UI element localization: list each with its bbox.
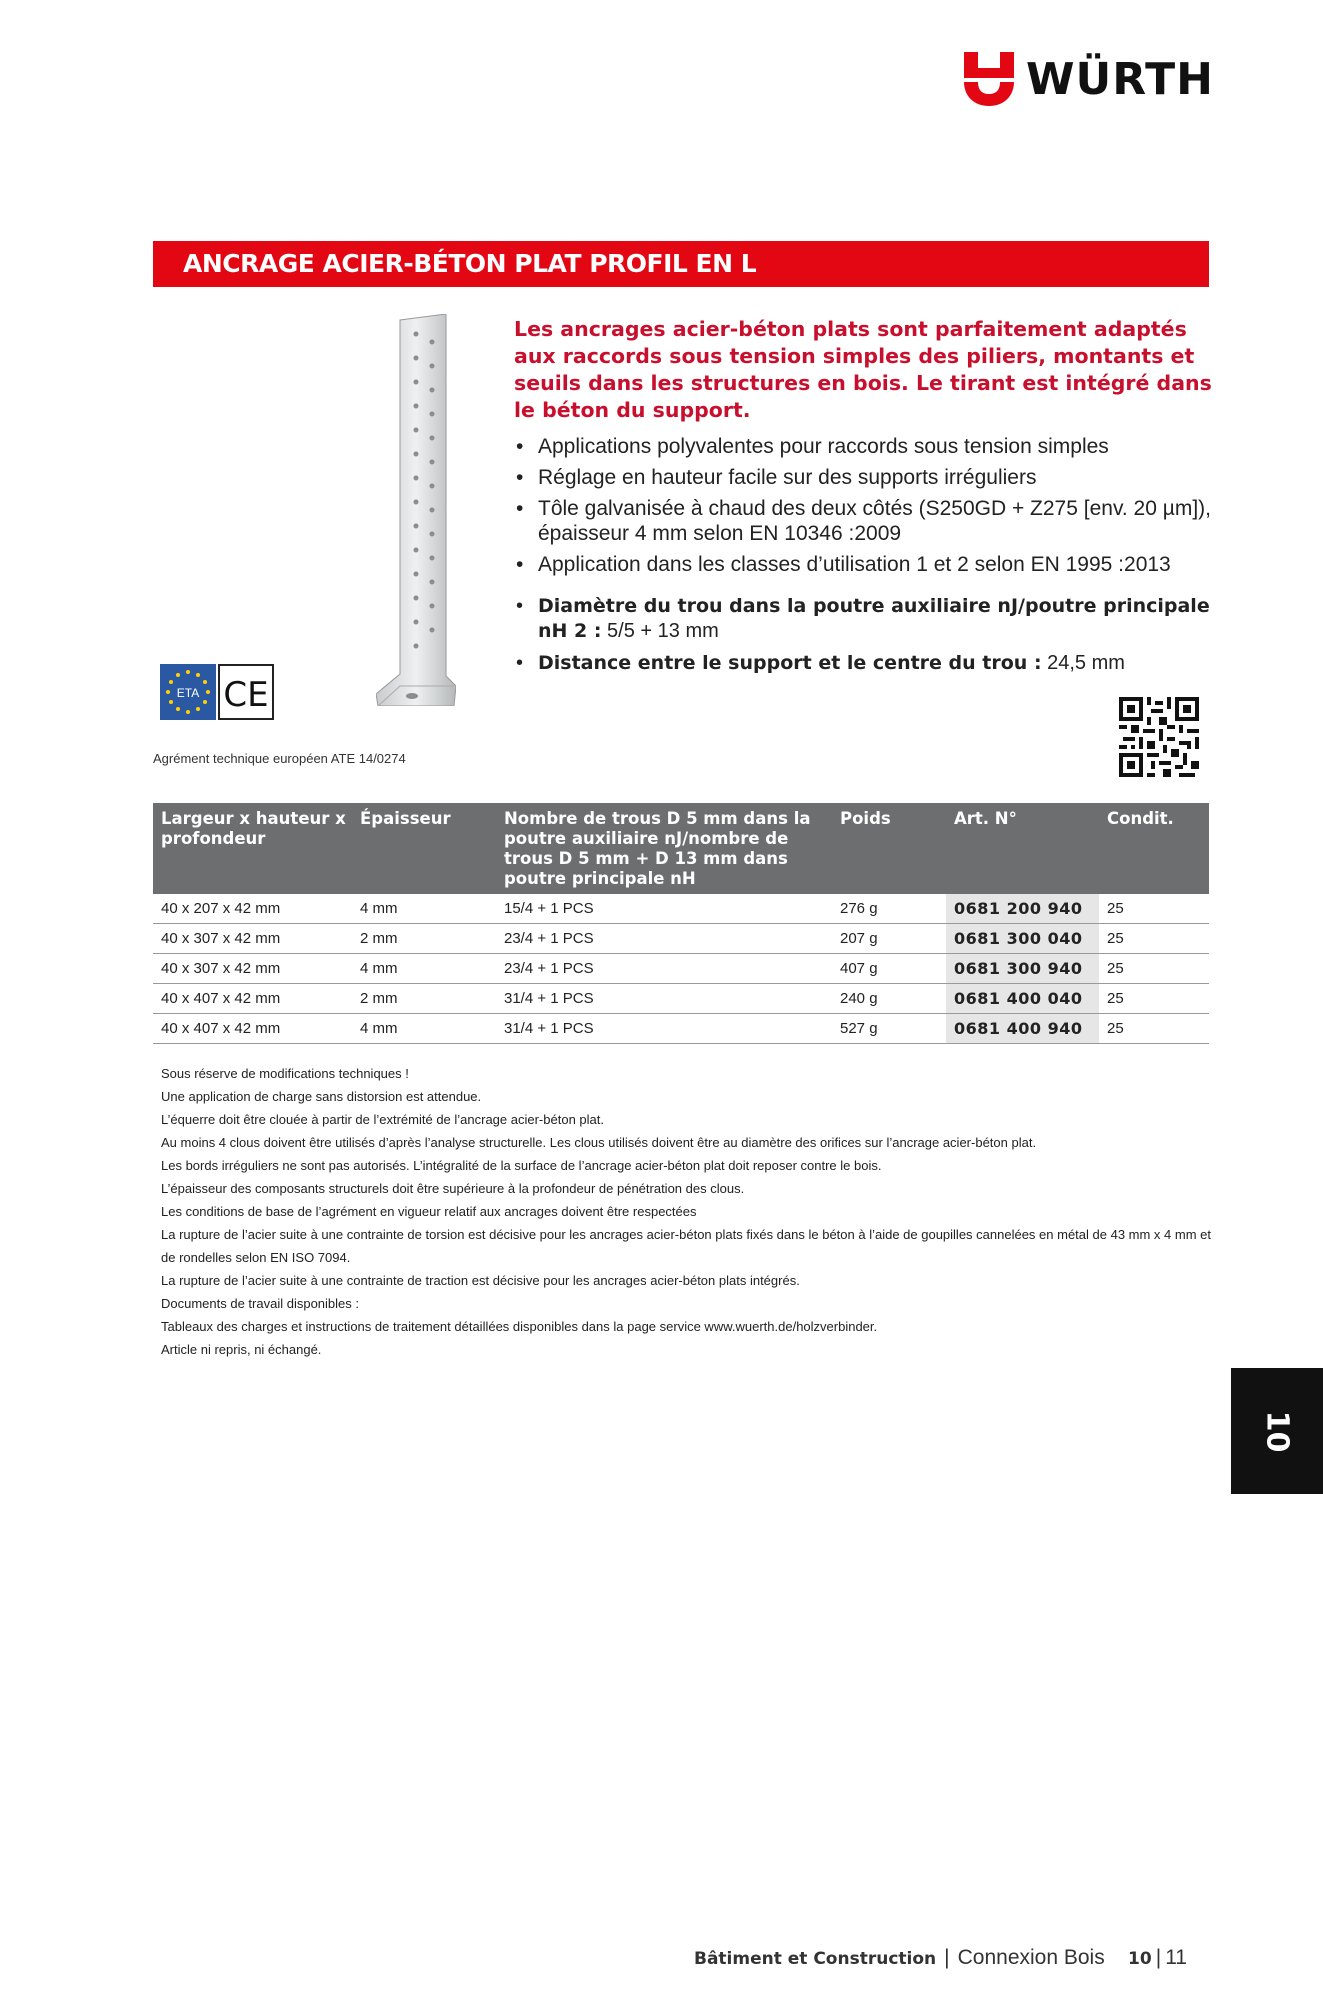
product-title: ANCRAGE ACIER-BÉTON PLAT PROFIL EN L	[153, 241, 1209, 287]
table-header-row	[153, 803, 1209, 894]
eta-label: ETA	[176, 686, 200, 700]
ce-mark-icon	[220, 666, 272, 718]
footer-section: Bâtiment et Construction	[693, 1949, 937, 1969]
cell-packaging: 25	[1099, 894, 1209, 924]
spec-item	[516, 594, 1216, 644]
table-row	[153, 984, 1209, 1014]
table-row	[153, 924, 1209, 954]
cell-dimensions: 40 x 207 x 42 mm	[153, 894, 352, 924]
footer-subpage: 11	[1165, 1946, 1187, 1969]
cell-thickness: 4 mm	[352, 1014, 496, 1044]
cell-holes: 31/4 + 1 PCS	[496, 984, 832, 1014]
cell-dimensions: 40 x 407 x 42 mm	[153, 1014, 352, 1044]
chapter-tab[interactable]	[1231, 1368, 1323, 1494]
spec-value: 24,5 mm	[1047, 652, 1125, 674]
note-line: Sous réserve de modifications techniques !	[161, 1066, 409, 1081]
approval-note: Agrément technique européen ATE 14/0274	[153, 751, 406, 766]
note-line: Article ni repris, ni échangé.	[161, 1342, 322, 1357]
cell-thickness: 2 mm	[352, 924, 496, 954]
col-holes: Nombre de trous D 5 mm dans la poutre auxiliaire nJ/nombre de trous D 5 mm + D 13 mm dans poutre principale nH	[496, 803, 832, 894]
cell-article: 0681 300 040	[946, 924, 1099, 954]
cell-weight: 240 g	[832, 984, 946, 1014]
table-row	[153, 954, 1209, 984]
feature-item: • Application dans les classes d’utilisation 1 et 2 selon EN 1995 :2013	[516, 552, 1216, 577]
spec-list	[516, 594, 1216, 683]
note-line: La rupture de l’acier suite à une contrainte de traction est décisive pour les ancrages acier-béton plats intégrés.	[161, 1273, 800, 1288]
cell-weight: 527 g	[832, 1014, 946, 1044]
wurth-logo-icon	[964, 52, 1014, 106]
col-packaging: Condit.	[1099, 803, 1209, 894]
wurth-logo	[964, 52, 1214, 106]
cell-holes: 31/4 + 1 PCS	[496, 1014, 832, 1044]
footer-chapter: Connexion Bois	[957, 1946, 1105, 1969]
cell-weight: 276 g	[832, 894, 946, 924]
page-footer: Bâtiment et Construction | Connexion Bois 10 | 11	[693, 1946, 1187, 1969]
note-line: Une application de charge sans distorsion est attendue.	[161, 1089, 482, 1104]
spec-label: Diamètre du trou dans la poutre auxiliaire nJ/poutre principale nH 2 :	[538, 595, 1210, 642]
cell-article: 0681 400 940	[946, 1014, 1099, 1044]
cell-packaging: 25	[1099, 1014, 1209, 1044]
note-line: Au moins 4 clous doivent être utilisés d’après l’analyse structurelle. Les clous utilisés doivent être au diamètre des orifices sur l’ancrage acier-béton plat.	[161, 1135, 1037, 1150]
col-dimensions: Largeur x hauteur x profondeur	[153, 803, 352, 894]
ce-label: CE	[223, 675, 269, 715]
note-line: Les conditions de base de l’agrément en vigueur relatif aux ancrages doivent être respectées	[161, 1204, 697, 1219]
intro-text: Les ancrages acier-béton plats sont parfaitement adaptés aux raccords sous tension simples des piliers, montants et seuils dans les structures en bois. Le tirant est intégré dans le béton du support.	[514, 317, 1212, 422]
feature-list	[516, 434, 1216, 583]
cell-article: 0681 400 040	[946, 984, 1099, 1014]
cell-thickness: 4 mm	[352, 894, 496, 924]
feature-item: • Applications polyvalentes pour raccords sous tension simples	[516, 434, 1216, 459]
note-line: L’équerre doit être clouée à partir de l’extrémité de l’ancrage acier-béton plat.	[161, 1112, 604, 1127]
spec-label: Distance entre le support et le centre du trou :	[538, 652, 1042, 674]
spec-item	[516, 651, 1216, 676]
cell-holes: 23/4 + 1 PCS	[496, 924, 832, 954]
product-image	[376, 314, 456, 706]
ce-mark	[218, 664, 274, 720]
cell-article: 0681 300 940	[946, 954, 1099, 984]
certification-marks	[160, 664, 274, 720]
technical-notes	[161, 1062, 1221, 1361]
note-line: Documents de travail disponibles :	[161, 1296, 359, 1311]
product-table	[153, 803, 1209, 1044]
footer-page: 10	[1128, 1949, 1152, 1969]
spec-value: 5/5 + 13 mm	[607, 620, 719, 642]
cell-weight: 207 g	[832, 924, 946, 954]
cell-weight: 407 g	[832, 954, 946, 984]
qr-code[interactable]	[1119, 697, 1199, 777]
col-weight: Poids	[832, 803, 946, 894]
table-row	[153, 1014, 1209, 1044]
cell-holes: 23/4 + 1 PCS	[496, 954, 832, 984]
note-line: Tableaux des charges et instructions de traitement détaillées disponibles dans la page service www.wuerth.de/holzverbinder.	[161, 1319, 878, 1334]
brand-name: WÜRTH	[1026, 53, 1215, 105]
cell-packaging: 25	[1099, 954, 1209, 984]
eta-logo	[160, 664, 216, 720]
note-line: L’épaisseur des composants structurels doit être supérieure à la profondeur de pénétration des clous.	[161, 1181, 745, 1196]
cell-packaging: 25	[1099, 924, 1209, 954]
cell-thickness: 4 mm	[352, 954, 496, 984]
cell-dimensions: 40 x 307 x 42 mm	[153, 954, 352, 984]
cell-packaging: 25	[1099, 984, 1209, 1014]
note-line: Les bords irréguliers ne sont pas autorisés. L’intégralité de la surface de l’ancrage acier-béton plat doit reposer contre le bois.	[161, 1158, 882, 1173]
note-line: La rupture de l’acier suite à une contrainte de torsion est décisive pour les ancrages acier-béton plats fixés dans le béton à l’aide de goupilles cannelées en métal de 43 mm x 4 mm et de rondelles selon EN ISO 7094.	[161, 1227, 1211, 1265]
feature-item: • Tôle galvanisée à chaud des deux côtés (S250GD + Z275 [env. 20 µm]), épaisseur 4 mm selon EN 10346 :2009	[516, 496, 1216, 546]
cell-dimensions: 40 x 307 x 42 mm	[153, 924, 352, 954]
cell-article: 0681 200 940	[946, 894, 1099, 924]
cell-thickness: 2 mm	[352, 984, 496, 1014]
chapter-number: 10	[1259, 1410, 1295, 1452]
cell-holes: 15/4 + 1 PCS	[496, 894, 832, 924]
feature-item: • Réglage en hauteur facile sur des supports irréguliers	[516, 465, 1216, 490]
cell-dimensions: 40 x 407 x 42 mm	[153, 984, 352, 1014]
col-article: Art. N°	[946, 803, 1099, 894]
col-thickness: Épaisseur	[352, 803, 496, 894]
table-row	[153, 894, 1209, 924]
eu-stars-icon	[160, 664, 216, 720]
